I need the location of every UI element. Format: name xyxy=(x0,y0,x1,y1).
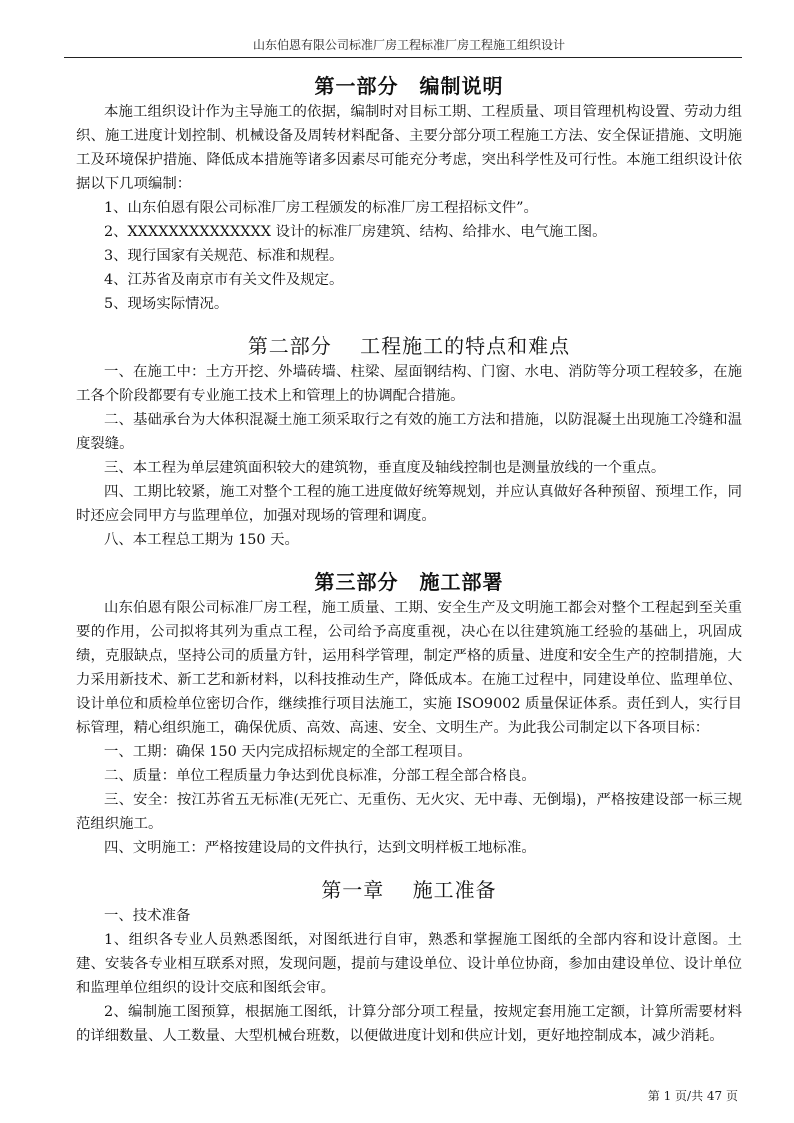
section3-paragraph-1: 山东伯恩有限公司标准厂房工程，施工质量、工期、安全生产及文明施工都会对整个工程起到至关重要的作用，公司拟将其列为重点工程，公司给予高度重视，决心在以往建筑施工经验的基础上，巩固成绩，克服缺点，坚持公司的质量方针，运用科学管理，制定严格的质量、进度和安全生产的控制措施，大力采用新技术、新工艺和新材料，以科技推动生产，降低成本。在施工过程中，同建设单位、监理单位、设计单位和质检单位密切合作，继续推行项目法施工，实施 ISO9002 质量保证体系。责任到人，实行目标管理，精心组织施工，确保优质、高效、高速、安全、文明生产。为此我公司制定以下各项目标： xyxy=(76,600,742,736)
page-number: 第 1 页/共 47 页 xyxy=(647,1089,738,1103)
chapter1-paragraph-3: 2、编制施工图预算，根据施工图纸，计算分部分项工程量，按规定套用施工定额，计算所需要材料的详细数量、人工数量、大型机械台班数，以便做进度计划和供应计划，更好地控制成本，减少消耗。 xyxy=(76,1004,742,1044)
chapter1-title: 第一章 施工准备 xyxy=(321,878,497,902)
section2-paragraph-5: 八、本工程总工期为 150 天。 xyxy=(104,532,299,548)
section1-item-4: 4、江苏省及南京市有关文件及规定。 xyxy=(104,272,344,288)
header-rule xyxy=(64,57,742,58)
section2-paragraph-4: 四、工期比较紧，施工对整个工程的施工进度做好统筹规划，并应认真做好各种预留、预埋工作，同时还应会同甲方与监理单位，加强对现场的管理和调度。 xyxy=(76,484,742,524)
section1-title: 第一部分 编制说明 xyxy=(314,74,504,98)
section2-title: 第二部分 工程施工的特点和难点 xyxy=(247,334,571,358)
section1-item-5: 5、现场实际情况。 xyxy=(104,296,229,312)
section1-item-3: 3、现行国家有关规范、标准和规程。 xyxy=(104,248,344,264)
section1-intro: 本施工组织设计作为主导施工的依据，编制时对目标工期、工程质量、项目管理机构设置、劳动力组织、施工进度计划控制、机械设备及周转材料配备、主要分部分项工程施工方法、安全保证措施、文明施工及环境保护措施、降低成本措施等诸多因素尽可能充分考虑，突出科学性及可行性。本施工组织设计依据以下几项编制： xyxy=(76,104,742,192)
chapter1-paragraph-1: 一、技术准备 xyxy=(104,908,191,924)
section3-paragraph-4: 三、安全：按江苏省五无标准(无死亡、无重伤、无火灾、无中毒、无倒塌)，严格按建设部一标三规范组织施工。 xyxy=(76,792,742,832)
section3-title: 第三部分 施工部署 xyxy=(314,570,504,594)
section3-paragraph-3: 二、质量：单位工程质量力争达到优良标准，分部工程全部合格良。 xyxy=(104,768,536,784)
chapter1-paragraph-2: 1、组织各专业人员熟悉图纸，对图纸进行自审，熟悉和掌握施工图纸的全部内容和设计意图。土建、安装各专业相互联系对照，发现问题，提前与建设单位、设计单位协商，参加由建设单位、设计单位和监理单位组织的设计交底和图纸会审。 xyxy=(76,932,742,996)
section3-paragraph-5: 四、文明施工：严格按建设局的文件执行，达到文明样板工地标准。 xyxy=(104,840,536,856)
document-body xyxy=(76,72,742,1048)
section2-paragraph-3: 三、本工程为单层建筑面积较大的建筑物，垂直度及轴线控制也是测量放线的一个重点。 xyxy=(104,460,666,476)
section2-paragraph-2: 二、基础承台为大体积混凝土施工须采取行之有效的施工方法和措施，以防混凝土出现施工冷缝和温度裂缝。 xyxy=(76,412,742,452)
running-header: 山东伯恩有限公司标准厂房工程标准厂房工程施工组织设计 xyxy=(252,38,565,52)
section1-item-1: 1、山东伯恩有限公司标准厂房工程颁发的标准厂房工程招标文件”。 xyxy=(104,200,538,216)
section3-paragraph-2: 一、工期：确保 150 天内完成招标规定的全部工程项目。 xyxy=(104,744,472,760)
section1-item-2: 2、XXXXXXXXXXXXXX 设计的标准厂房建筑、结构、给排水、电气施工图。 xyxy=(104,224,607,240)
section2-paragraph-1: 一、在施工中：土方开挖、外墙砖墙、柱梁、屋面钢结构、门窗、水电、消防等分项工程较多，在施工各个阶段都要有专业施工技术上和管理上的协调配合措施。 xyxy=(76,364,742,404)
